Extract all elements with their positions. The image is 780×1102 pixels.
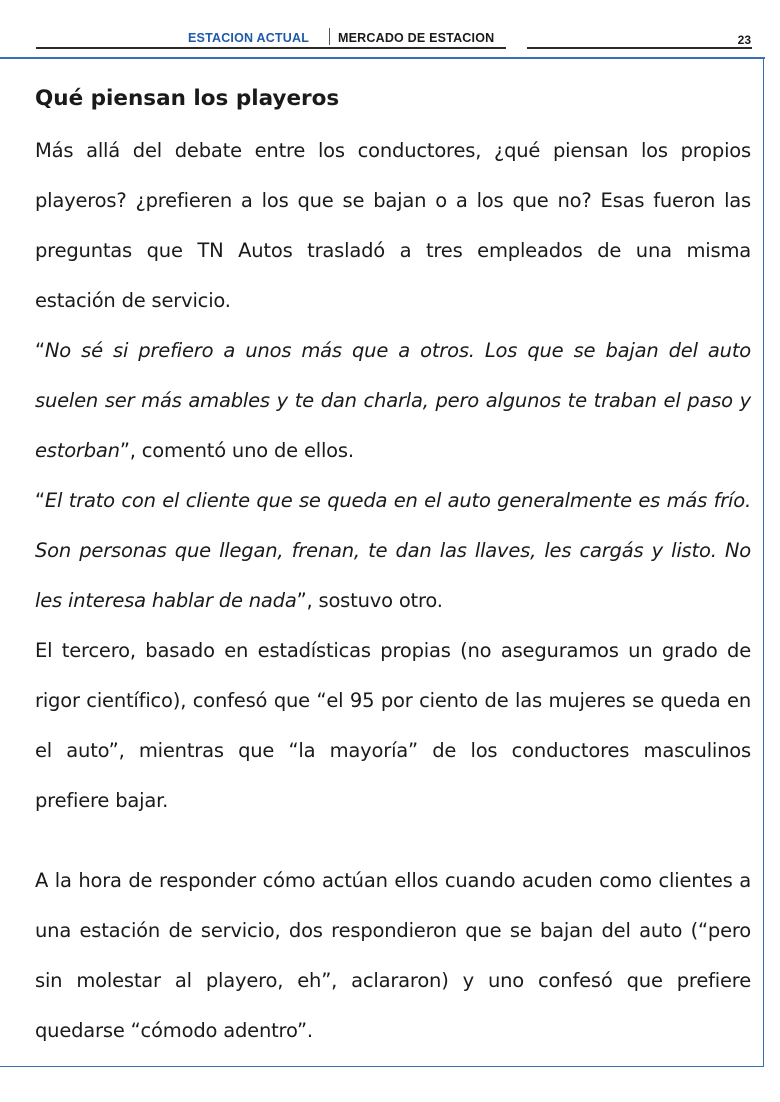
page-number: 23 [737,33,751,47]
paragraph-gap [35,826,751,856]
page-header [0,28,780,52]
paragraph-third-employee: El tercero, basado en estadísticas propias (no aseguramos un grado de rigor científico), confesó que “el 95 por ciento de las mujeres se queda en el auto”, mientras que “la mayoría” de los conductores masculinos prefiere bajar. [35,639,751,812]
header-rule-left [36,47,506,49]
paragraph-intro: Más allá del debate entre los conductores, ¿qué piensan los propios playeros? ¿prefieren a los que se bajan o a los que no? Esas fueron las preguntas que TN Autos trasladó a tres empleados de una misma estación de servicio. [35,139,751,312]
header-rule-right [527,47,752,49]
quote-first-employee [35,326,751,476]
paragraph-conclusion: A la hora de responder cómo actúan ellos cuando acuden como clientes a una estación de servicio, dos respondieron que se bajan del auto (“pero sin molestar al playero, eh”, aclararon) y uno confesó que prefiere quedarse “cómodo adentro”. [35,869,751,1042]
header-section-title: ESTACION ACTUAL [188,31,310,45]
article-title: Qué piensan los playeros [35,86,340,111]
article-body [35,82,751,1056]
quote-text: No sé si prefiero a unos más que a otros. Los que se bajan del auto suelen ser más amables y te dan charla, pero algunos te traban el paso y estorban [35,339,751,462]
header-separator [329,28,330,45]
quote-open-mark: “ [35,489,45,512]
header-subsection-title: MERCADO DE ESTACION [338,31,495,45]
quote-attribution: ”, comentó uno de ellos. [119,439,354,462]
quote-open-mark: “ [35,339,45,362]
quote-text: El trato con el cliente que se queda en el auto generalmente es más frío. Son personas que llegan, frenan, te dan las llaves, les cargás y listo. No les interesa hablar de nada [35,489,751,612]
quote-attribution: ”, sostuvo otro. [296,589,443,612]
quote-second-employee [35,476,751,626]
